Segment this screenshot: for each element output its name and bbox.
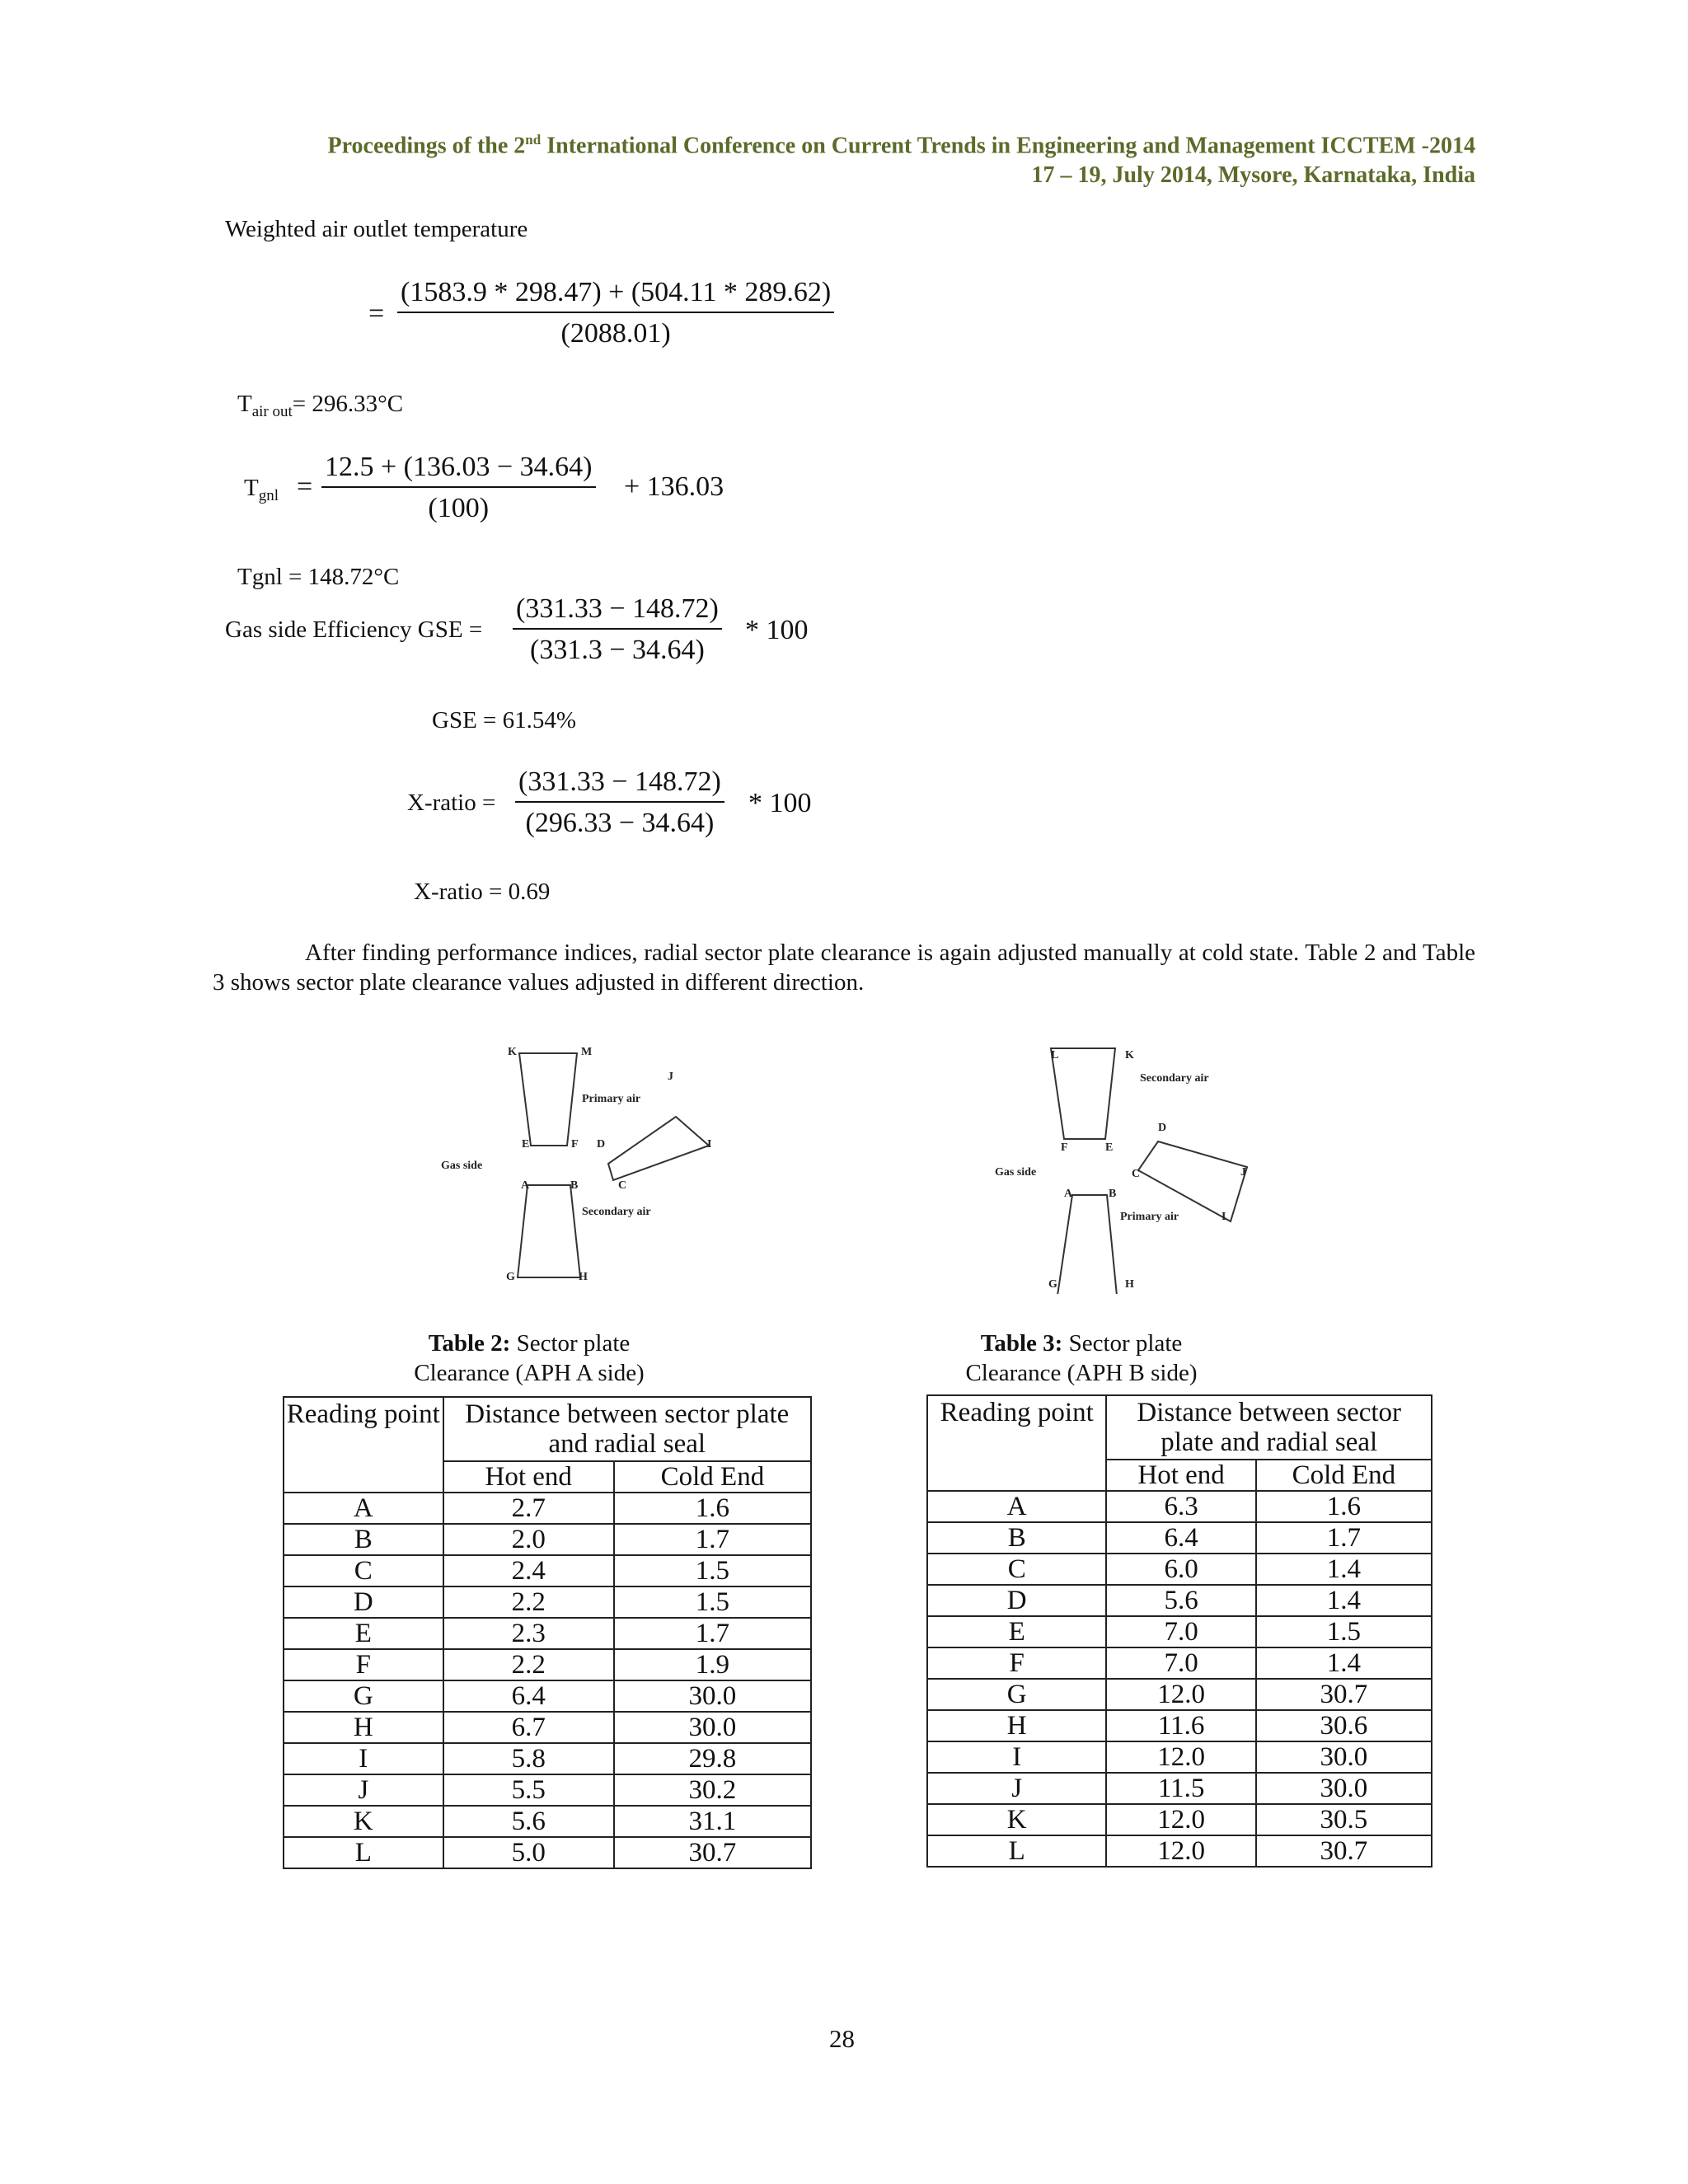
- xratio-result: X-ratio = 0.69: [414, 879, 551, 905]
- xratio-fraction: [515, 766, 724, 839]
- table-row: B 2.0 1.7: [284, 1524, 811, 1555]
- table-row: J 5.5 30.2: [284, 1774, 811, 1806]
- table-row: C 6.0 1.4: [927, 1554, 1432, 1585]
- label-j: J: [668, 1071, 673, 1083]
- sector-plate-a-b: [1057, 1195, 1117, 1294]
- table2-header-hot: Hot end: [443, 1461, 614, 1493]
- header-line-1: Proceedings of the 2nd International Conference on Current Trends in Engineering and Management ICCTEM -2014: [327, 132, 1475, 159]
- label-l: L: [1051, 1049, 1059, 1062]
- sector-diagram-aph-a: [429, 1038, 758, 1294]
- label-k: K: [1125, 1049, 1134, 1062]
- label-m: M: [581, 1046, 593, 1058]
- table-row: K 12.0 30.5: [927, 1804, 1432, 1835]
- table3-caption: Table 3: Sector plate Clearance (APH B side): [965, 1330, 1198, 1386]
- table-row: F 7.0 1.4: [927, 1647, 1432, 1679]
- table-row: D 2.2 1.5: [284, 1586, 811, 1618]
- table-row: L 5.0 30.7: [284, 1837, 811, 1868]
- gse-fraction: [513, 593, 722, 666]
- tgnl-fraction: [321, 452, 596, 524]
- label-e: E: [1105, 1141, 1114, 1154]
- label-secondary-air: Secondary air: [1140, 1072, 1209, 1085]
- xratio-denominator: (296.33 − 34.64): [525, 808, 715, 838]
- gse-denominator: (331.3 − 34.64): [530, 635, 705, 665]
- sector-plate-d-i: [608, 1117, 712, 1180]
- label-b: B: [1109, 1188, 1117, 1200]
- gse-result: GSE = 61.54%: [432, 707, 577, 733]
- table2-body: [284, 1493, 811, 1868]
- table-row: A 2.7 1.6: [284, 1493, 811, 1524]
- table2-header-cold: Cold End: [614, 1461, 811, 1493]
- conference-header: [328, 125, 1475, 190]
- label-g: G: [1048, 1278, 1057, 1291]
- label-h: H: [1125, 1278, 1134, 1291]
- label-k: K: [508, 1046, 517, 1058]
- table2: [283, 1396, 812, 1869]
- label-gas-side: Gas side: [995, 1166, 1037, 1179]
- label-b: B: [570, 1179, 579, 1192]
- table-row: I 5.8 29.8: [284, 1743, 811, 1774]
- label-c: C: [618, 1179, 627, 1192]
- xratio-label: X-ratio =: [407, 790, 496, 816]
- label-i: I: [707, 1138, 712, 1151]
- page-number: 28: [829, 2024, 855, 2053]
- gse-suffix: * 100: [745, 615, 809, 645]
- sector-plate-c-j: [1138, 1141, 1247, 1221]
- weighted-equals: =: [368, 298, 385, 329]
- table-row: C 2.4 1.5: [284, 1555, 811, 1586]
- table-row: K 5.6 31.1: [284, 1806, 811, 1837]
- label-a: A: [521, 1179, 530, 1192]
- label-d: D: [597, 1138, 606, 1151]
- header-line-2: 17 – 19, July 2014, Mysore, Karnataka, India: [1031, 162, 1475, 189]
- table-row: I 12.0 30.0: [927, 1741, 1432, 1773]
- xratio-numerator: (331.33 − 148.72): [515, 766, 724, 803]
- table-row: G 12.0 30.7: [927, 1679, 1432, 1710]
- sector-plate-a-b: [518, 1185, 580, 1277]
- table3-header-distance: Distance between sector plate and radial seal: [1106, 1395, 1432, 1460]
- table2-caption: Table 2: Sector plate Clearance (APH A side): [414, 1330, 645, 1386]
- tgnl-result: Tgnl = 148.72°C: [237, 564, 400, 590]
- table3-header-cold: Cold End: [1256, 1460, 1432, 1491]
- label-d: D: [1158, 1122, 1167, 1134]
- label-a: A: [1064, 1188, 1073, 1200]
- table-row: J 11.5 30.0: [927, 1773, 1432, 1804]
- table-row: E 7.0 1.5: [927, 1616, 1432, 1647]
- weighted-label: Weighted air outlet temperature: [225, 216, 528, 242]
- sector-diagram-aph-b: [985, 1038, 1298, 1294]
- table-row: L 12.0 30.7: [927, 1835, 1432, 1867]
- table2-header-reading: Reading point: [284, 1397, 443, 1493]
- body-paragraph: After finding performance indices, radial sector plate clearance is again adjusted manually at cold state. Table 2 and Table 3 shows sector plate clearance values adjusted in different direction.: [213, 940, 1475, 996]
- label-secondary-air: Secondary air: [582, 1206, 651, 1218]
- table-row: D 5.6 1.4: [927, 1585, 1432, 1616]
- table-row: A 6.3 1.6: [927, 1491, 1432, 1522]
- table-row: F 2.2 1.9: [284, 1649, 811, 1680]
- tgnl-label: $T_{gnl}$: [244, 475, 279, 504]
- label-f: F: [1061, 1141, 1068, 1154]
- tair-result: $T_{air out}= 296.33^\circ C$: [237, 391, 404, 420]
- table3: [926, 1394, 1432, 1868]
- label-gas-side: Gas side: [441, 1160, 483, 1172]
- label-e: E: [522, 1138, 530, 1151]
- table-row: B 6.4 1.7: [927, 1522, 1432, 1554]
- label-h: H: [579, 1271, 588, 1283]
- label-g: G: [506, 1271, 515, 1283]
- table-row: H 11.6 30.6: [927, 1710, 1432, 1741]
- label-c: C: [1132, 1168, 1141, 1180]
- table2-header-distance: Distance between sector plate and radial seal: [443, 1397, 811, 1461]
- label-primary-air: Primary air: [1120, 1211, 1179, 1223]
- tgnl-denominator: (100): [428, 493, 490, 523]
- table-row: E 2.3 1.7: [284, 1618, 811, 1649]
- label-primary-air: Primary air: [582, 1093, 641, 1105]
- table-row: H 6.7 30.0: [284, 1712, 811, 1743]
- table3-body: [927, 1491, 1432, 1867]
- sector-plate-k-m: [519, 1053, 577, 1146]
- tgnl-numerator: 12.5 + (136.03 − 34.64): [321, 452, 596, 488]
- table3-header-hot: Hot end: [1106, 1460, 1255, 1491]
- sector-plate-l-k: [1051, 1048, 1115, 1139]
- weighted-numerator: (1583.9 * 298.47) + (504.11 * 289.62): [397, 277, 834, 313]
- table-row: G 6.4 30.0: [284, 1680, 811, 1712]
- weighted-denominator: (2088.01): [560, 318, 671, 349]
- label-j: J: [1240, 1166, 1246, 1179]
- tgnl-equals: =: [297, 471, 313, 502]
- xratio-suffix: * 100: [748, 788, 812, 818]
- tgnl-suffix: + 136.03: [624, 471, 724, 502]
- label-i: I: [1221, 1211, 1226, 1223]
- gse-label: Gas side Efficiency GSE =: [225, 616, 483, 643]
- weighted-fraction: [397, 277, 834, 349]
- gse-numerator: (331.33 − 148.72): [513, 593, 722, 630]
- label-f: F: [571, 1138, 579, 1151]
- table3-header-reading: Reading point: [927, 1395, 1106, 1491]
